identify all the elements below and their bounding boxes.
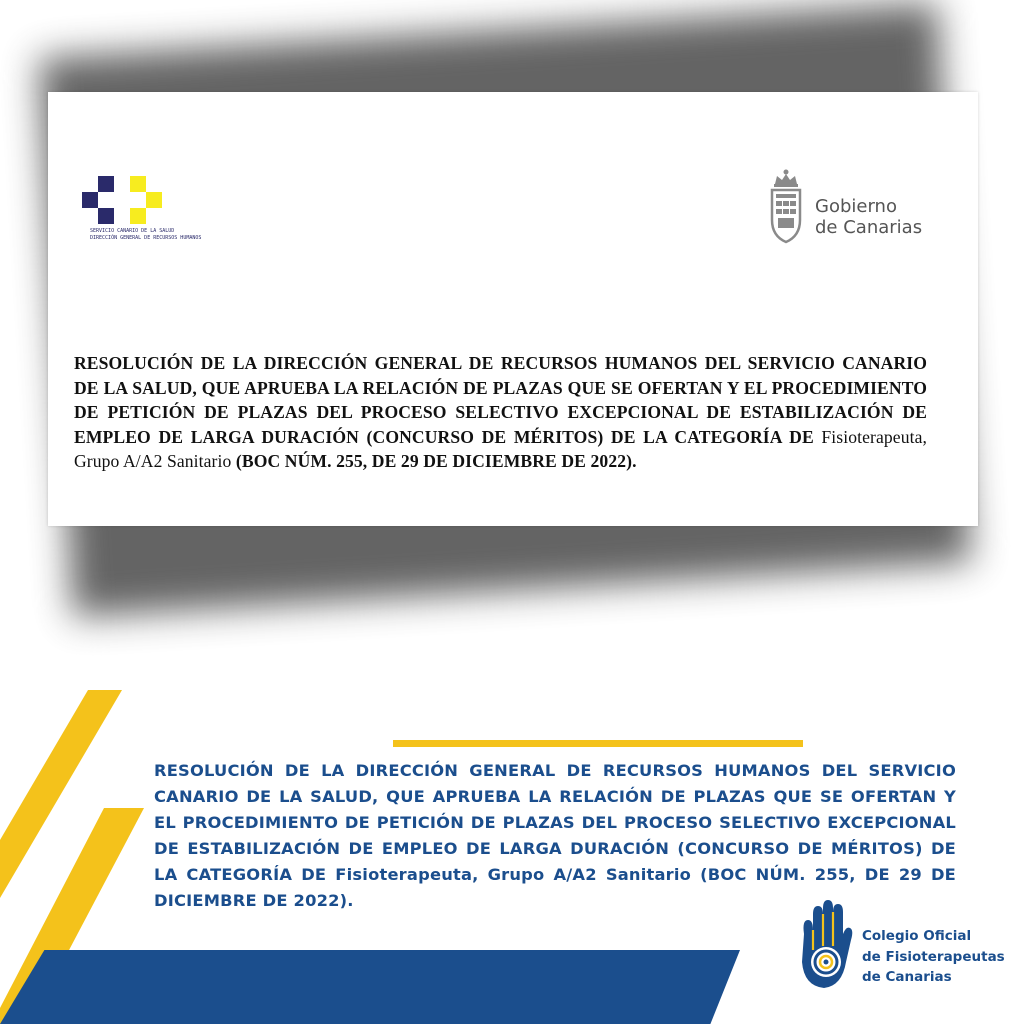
document-title [74, 351, 927, 474]
colegio-line-1: Colegio Oficial [862, 928, 972, 944]
scs-caption-line-2: DIRECCIÓN GENERAL DE RECURSOS HUMANOS [90, 235, 202, 241]
document-title-bold-1: RESOLUCIÓN DE LA DIRECCIÓN GENERAL DE RECURSOS HUMANOS DEL SERVICIO CANARIO DE LA SALUD, QUE APRUEBA LA RELACIÓN DE PLAZAS QUE SE OFERTAN Y EL PROCEDIMIENTO DE PETICIÓN DE PLAZAS DEL PROCESO SELECTIVO EXCEPCIONAL DE ESTABILIZACIÓN DE EMPLEO DE LARGA DURACIÓN (CONCURSO DE MÉRITOS) DE LA CATEGORÍA DE [74, 353, 927, 447]
colegio-line-3: de Canarias [862, 969, 952, 985]
colegio-wordmark [862, 926, 1005, 988]
colegio-line-2: de Fisioterapeutas [862, 948, 1005, 965]
gobierno-line-1: Gobierno [815, 196, 897, 217]
gobierno-line-2: de Canarias [815, 217, 923, 238]
banner-summary: RESOLUCIÓN DE LA DIRECCIÓN GENERAL DE RECURSOS HUMANOS DEL SERVICIO CANARIO DE LA SALUD, QUE APRUEBA LA RELACIÓN DE PLAZAS QUE SE OFERTAN Y EL PROCEDIMIENTO DE PETICIÓN DE PLAZAS DEL PROCESO SELECTIVO EXCEPCIONAL DE ESTABILIZACIÓN DE EMPLEO DE LARGA DURACIÓN (CONCURSO DE MÉRITOS) DE LA CATEGORÍA DE Fisioterapeuta, Grupo A/A2 Sanitario (BOC NÚM. 255, DE 29 DE DICIEMBRE DE 2022). [154, 761, 956, 910]
blue-footer-bar [0, 950, 740, 1024]
document-title-bold-2: (BOC NÚM. 255, DE 29 DE DICIEMBRE DE 2022). [235, 451, 637, 471]
gobierno-wordmark [815, 196, 922, 238]
document-title-category: Fisioterapeuta, Grupo A/A2 Sanitario [74, 426, 927, 471]
colegio-hand-icon [796, 900, 856, 992]
gold-accent-line [393, 740, 803, 747]
scs-caption [90, 228, 265, 242]
scs-caption-line-1: SERVICIO CANARIO DE LA SALUD [90, 228, 175, 234]
